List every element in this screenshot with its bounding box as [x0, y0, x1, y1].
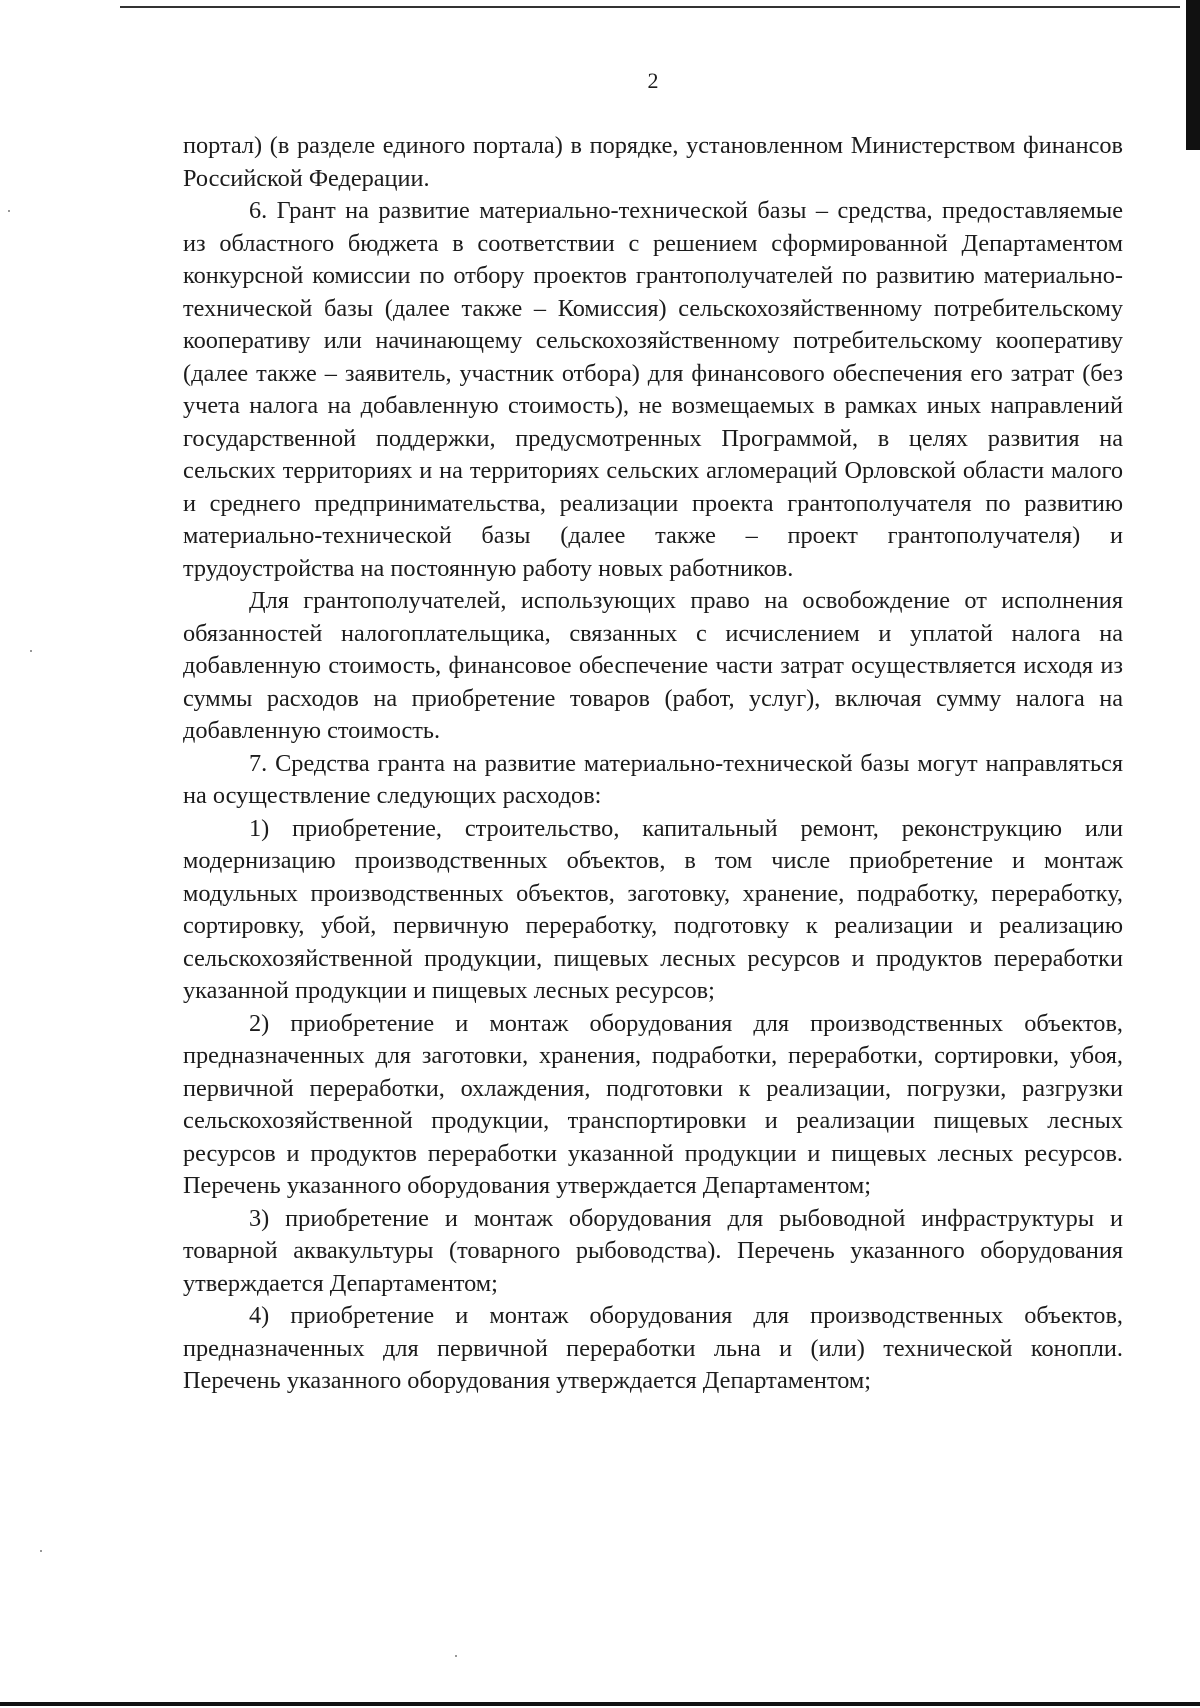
scan-speck [40, 1550, 42, 1552]
scan-edge-top [120, 6, 1180, 8]
paragraph-item-6: 6. Грант на развитие материально-технической базы – средства, предоставляемые из областного бюджета в соответствии с решением сформированной Департаментом конкурсной комиссии по отбору проектов грантополучателей по развитию материально-технической базы (далее также – Комиссия) сельскохозяйственному потребительскому кооперативу или начинающему сельскохозяйственному потребительскому кооперативу (далее также – заявитель, участник отбора) для финансового обеспечения его затрат (без учета налога на добавленную стоимость), не возмещаемых в рамках иных направлений государственной поддержки, предусмотренных Программой, в целях развития на сельских территориях и на территориях сельских агломераций Орловской области малого и среднего предпринимательства, реализации проекта грантополучателя по развитию материально-технической базы (далее также – проект грантополучателя) и трудоустройства на постоянную работу новых работников. [183, 197, 1123, 582]
scan-edge-right [1186, 0, 1200, 150]
page-number: 2 [647, 68, 659, 93]
document-page [183, 70, 1123, 1398]
paragraph-subitem-4: 4) приобретение и монтаж оборудования для производственных объектов, предназначенных для первичной переработки льна и (или) технической конопли. Перечень указанного оборудования утверждается Департаментом; [183, 1302, 1123, 1394]
paragraph-subitem-1: 1) приобретение, строительство, капитальный ремонт, реконструкцию или модернизацию производственных объектов, в том числе приобретение и монтаж модульных производственных объектов, заготовку, хранение, подработку, переработку, сортировку, убой, первичную переработку, подготовку к реализации и реализацию сельскохозяйственной продукции, пищевых лесных ресурсов и продуктов переработки указанной продукции и пищевых лесных ресурсов; [183, 814, 1123, 1004]
paragraph-subitem-3: 3) приобретение и монтаж оборудования для рыбоводной инфраструктуры и товарной аквакультуры (товарного рыбоводства). Перечень указанного оборудования утверждается Департаментом; [183, 1204, 1123, 1297]
scan-speck [30, 650, 32, 652]
scan-speck [8, 210, 10, 212]
scan-edge-bottom [0, 1702, 1200, 1706]
paragraph-vat-exemption: Для грантополучателей, использующих право на освобождение от исполнения обязанностей налогоплательщика, связанных с исчислением и уплатой налога на добавленную стоимость, финансовое обеспечение части затрат осуществляется исходя из суммы расходов на приобретение товаров (работ, услуг), включая сумму налога на добавленную стоимость. [183, 587, 1123, 744]
paragraph-item-7: 7. Средства гранта на развитие материально-технической базы могут направляться на осуществление следующих расходов: [183, 749, 1123, 809]
scan-speck [455, 1655, 457, 1657]
paragraph-subitem-2: 2) приобретение и монтаж оборудования для производственных объектов, предназначенных для заготовки, хранения, подработки, переработки, сортировки, убоя, первичной переработки, охлаждения, подготовки к реализации, погрузки, разгрузки сельскохозяйственной продукции, транспортировки и реализации пищевых лесных ресурсов и продуктов переработки указанной продукции и пищевых лесных ресурсов. Перечень указанного оборудования утверждается Департаментом; [183, 1009, 1123, 1199]
paragraph-portal-continuation: портал) (в разделе единого портала) в порядке, установленном Министерством финансов Российской Федерации. [183, 132, 1123, 192]
